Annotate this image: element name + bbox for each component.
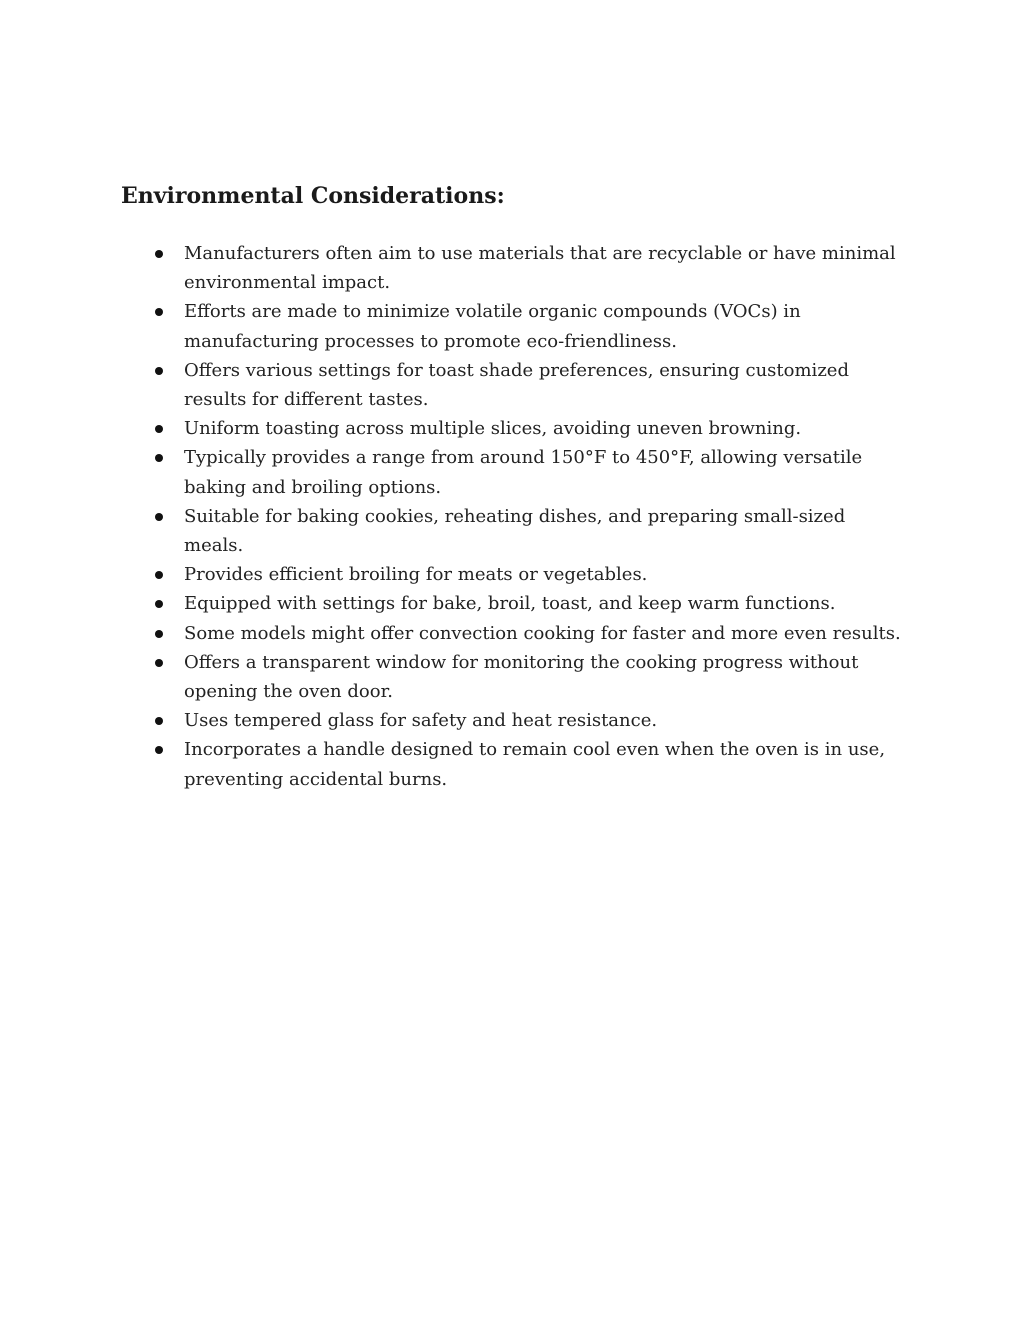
- list-item-text: Offers various settings for toast shade preferences, ensuring customized results for different tastes.: [184, 359, 849, 411]
- bullet-icon: [155, 513, 163, 521]
- bullet-icon: [155, 746, 163, 754]
- list-item: [184, 356, 904, 414]
- list-item: [184, 706, 904, 735]
- list-item: [184, 648, 904, 706]
- bullet-icon: [155, 367, 163, 375]
- section-heading: Environmental Considerations:: [121, 183, 505, 209]
- list-item: [184, 589, 904, 618]
- list-item-text: Typically provides a range from around 150°F to 450°F, allowing versatile baking and broiling options.: [184, 447, 863, 498]
- list-item-text: Some models might offer convection cooking for faster and more even results.: [184, 622, 901, 644]
- bullet-icon: [155, 571, 163, 579]
- bullet-list: [184, 239, 904, 794]
- list-item-text: Provides efficient broiling for meats or vegetables.: [184, 564, 648, 586]
- list-item: [184, 414, 904, 443]
- bullet-icon: [155, 308, 163, 316]
- list-item-text: Offers a transparent window for monitoring the cooking progress without opening the oven door.: [184, 651, 859, 703]
- bullet-icon: [155, 600, 163, 608]
- list-item-text: Incorporates a handle designed to remain cool even when the oven is in use, preventing accidental burns.: [184, 739, 886, 790]
- bullet-icon: [155, 250, 163, 258]
- bullet-icon: [155, 425, 163, 433]
- list-item: [184, 735, 904, 793]
- list-item-text: Uniform toasting across multiple slices, avoiding uneven browning.: [184, 418, 802, 440]
- list-item: [184, 560, 904, 589]
- list-item: [184, 297, 904, 355]
- list-item-text: Equipped with settings for bake, broil, toast, and keep warm functions.: [184, 593, 836, 615]
- bullet-icon: [155, 659, 163, 667]
- list-item: [184, 619, 904, 648]
- list-item-text: Uses tempered glass for safety and heat resistance.: [184, 710, 658, 732]
- list-item: [184, 239, 904, 297]
- list-item-text: Efforts are made to minimize volatile organic compounds (VOCs) in manufacturing processes to promote eco-friendliness.: [184, 301, 801, 352]
- list-item-text: Suitable for baking cookies, reheating dishes, and preparing small-sized meals.: [184, 505, 846, 557]
- bullet-icon: [155, 630, 163, 638]
- list-item: [184, 502, 904, 560]
- bullet-icon: [155, 717, 163, 725]
- list-item: [184, 443, 904, 501]
- bullet-icon: [155, 454, 163, 462]
- list-item-text: Manufacturers often aim to use materials that are recyclable or have minimal environmental impact.: [184, 243, 896, 294]
